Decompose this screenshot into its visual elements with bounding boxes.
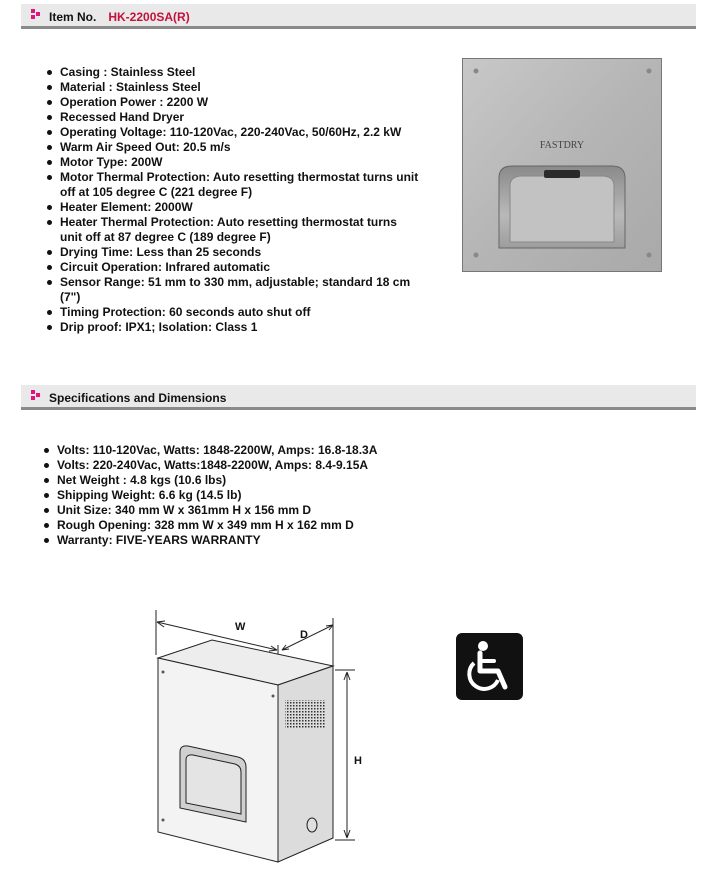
- specs-bar: [21, 385, 696, 410]
- pink-squares-icon: [31, 9, 41, 19]
- feature-item: Timing Protection: 60 seconds auto shut off: [45, 305, 420, 320]
- feature-item: Warm Air Speed Out: 20.5 m/s: [45, 140, 420, 155]
- feature-item: Circuit Operation: Infrared automatic: [45, 260, 420, 275]
- brand-label: FASTDRY: [539, 140, 585, 151]
- spec-item: Warranty: FIVE-YEARS WARRANTY: [42, 533, 442, 548]
- spec-item: Volts: 110-120Vac, Watts: 1848-2200W, Amps: 16.8-18.3A: [42, 443, 442, 458]
- dim-h-label: H: [354, 755, 362, 767]
- feature-item: Casing : Stainless Steel: [45, 65, 420, 80]
- feature-list: [45, 65, 420, 335]
- dim-d-label: D: [300, 629, 308, 641]
- feature-item: Motor Thermal Protection: Auto resetting thermostat turns unit off at 105 degree C (221 degree F): [45, 170, 420, 200]
- feature-item: Drip proof: IPX1; Isolation: Class 1: [45, 320, 420, 335]
- dim-w-label: W: [235, 621, 246, 633]
- dimension-drawing: [140, 600, 380, 880]
- feature-item: Operating Voltage: 110-120Vac, 220-240Vac, 50/60Hz, 2.2 kW: [45, 125, 420, 140]
- item-code: HK-2200SA(R): [108, 10, 190, 24]
- spec-item: Volts: 220-240Vac, Watts:1848-2200W, Amps: 8.4-9.15A: [42, 458, 442, 473]
- specs-list: [42, 443, 442, 548]
- pink-squares-icon: [31, 390, 41, 400]
- feature-item: Recessed Hand Dryer: [45, 110, 420, 125]
- spec-item: Unit Size: 340 mm W x 361mm H x 156 mm D: [42, 503, 442, 518]
- item-number-label: Item No.: [49, 10, 97, 24]
- feature-item: Material : Stainless Steel: [45, 80, 420, 95]
- spec-item: Net Weight : 4.8 kgs (10.6 lbs): [42, 473, 442, 488]
- feature-item: Heater Thermal Protection: Auto resetting thermostat turns unit off at 87 degree C (189 degree F): [45, 215, 420, 245]
- feature-item: Sensor Range: 51 mm to 330 mm, adjustable; standard 18 cm (7"): [45, 275, 420, 305]
- feature-item: Drying Time: Less than 25 seconds: [45, 245, 420, 260]
- specs-title: Specifications and Dimensions: [49, 391, 227, 405]
- spec-item: Shipping Weight: 6.6 kg (14.5 lb): [42, 488, 442, 503]
- feature-item: Motor Type: 200W: [45, 155, 420, 170]
- item-number-bar: [21, 4, 696, 29]
- product-photo: [462, 58, 662, 272]
- feature-item: Heater Element: 2000W: [45, 200, 420, 215]
- feature-item: Operation Power : 2200 W: [45, 95, 420, 110]
- wheelchair-icon: [456, 633, 523, 700]
- spec-item: Rough Opening: 328 mm W x 349 mm H x 162 mm D: [42, 518, 442, 533]
